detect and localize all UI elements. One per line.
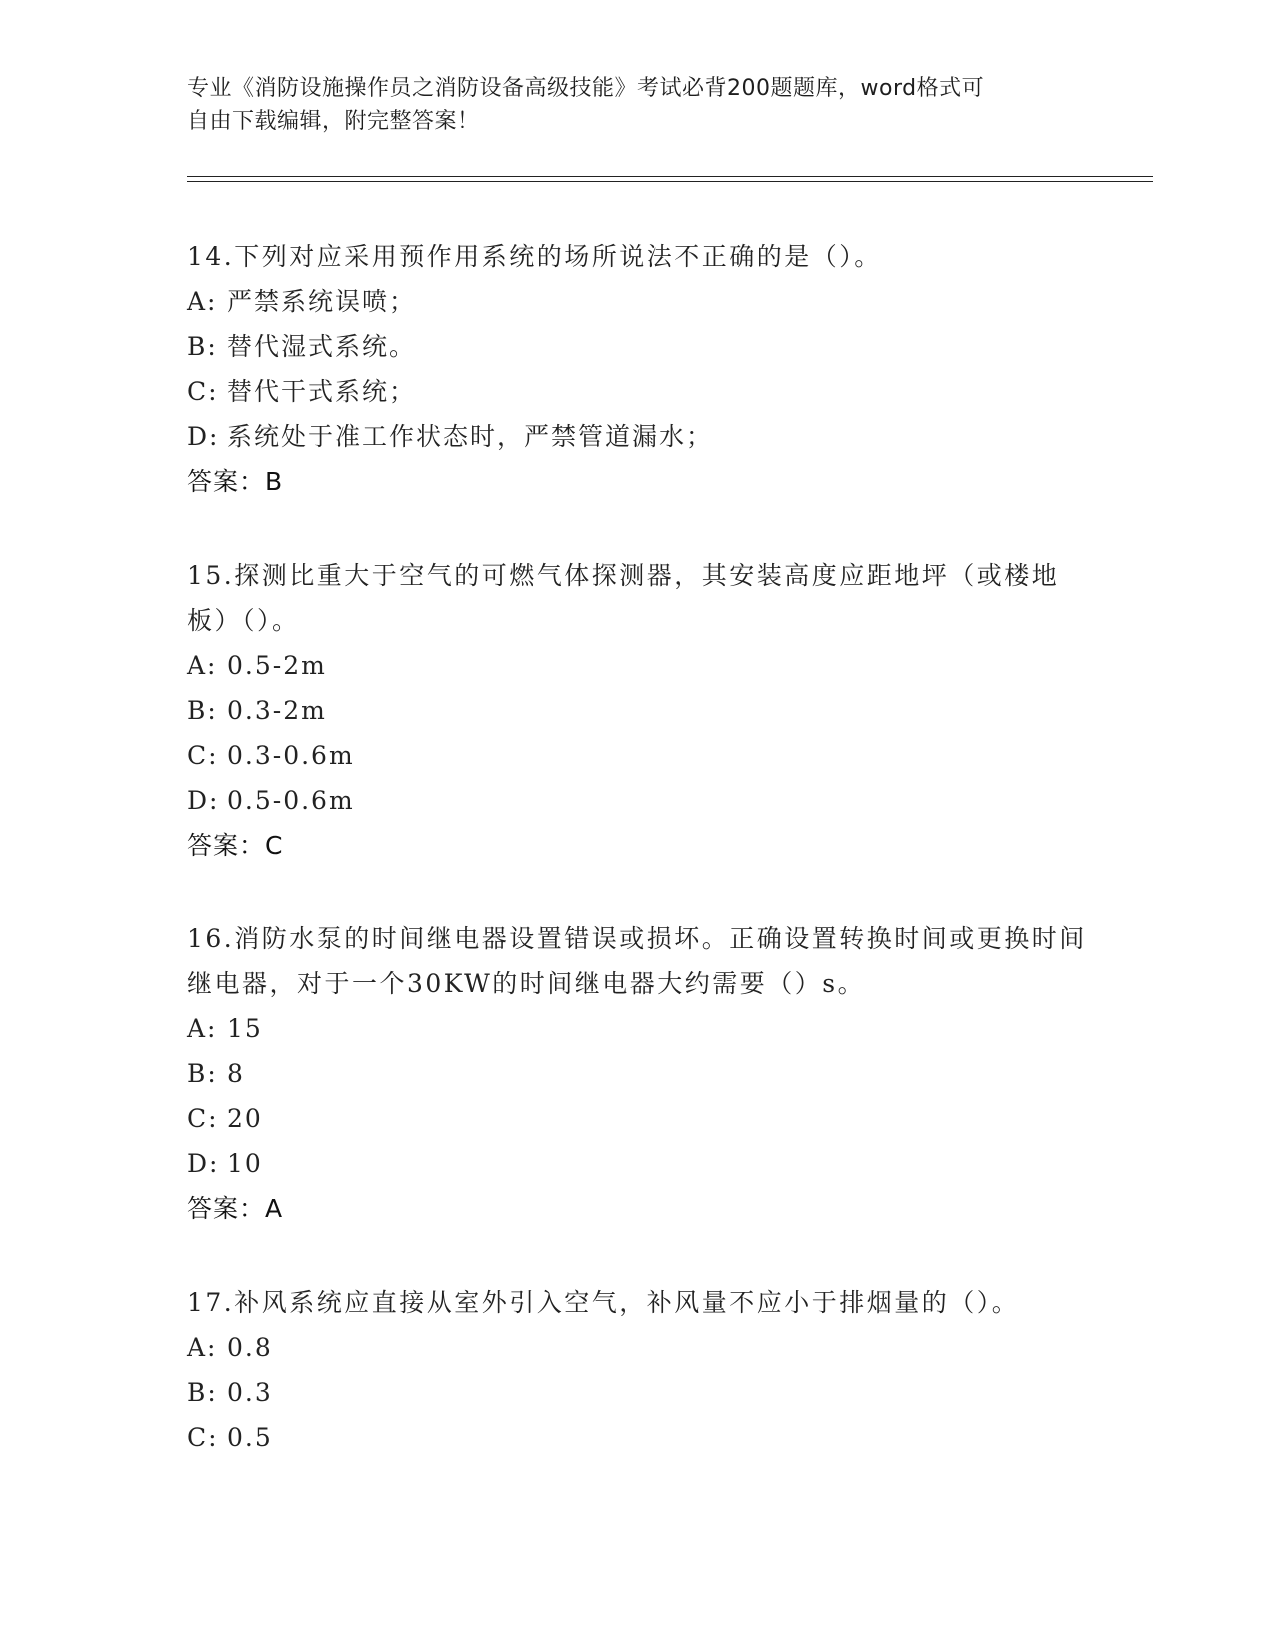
question-stem: 15.探测比重大于空气的可燃气体探测器，其安装高度应距地坪（或楼地板）（）。 <box>187 561 1060 635</box>
option-a <box>187 643 1087 688</box>
option-text: 替代干式系统； <box>227 377 417 406</box>
question-stem: 14.下列对应采用预作用系统的场所说法不正确的是（）。 <box>187 242 882 271</box>
question-15 <box>187 553 1087 868</box>
option-a <box>187 1325 1087 1370</box>
answer-label: 答案：C <box>187 831 284 860</box>
question-stem: 17.补风系统应直接从室外引入空气，补风量不应小于排烟量的（）。 <box>187 1288 1020 1317</box>
option-b <box>187 688 1087 733</box>
option-letter: A: <box>187 651 218 680</box>
document-header <box>187 72 1067 138</box>
question-17 <box>187 1280 1087 1460</box>
option-letter: D: <box>187 422 220 451</box>
option-b <box>187 1370 1087 1415</box>
question-16 <box>187 916 1087 1231</box>
option-text: 0.3-0.6m <box>227 741 355 770</box>
option-text: 10 <box>227 1149 263 1178</box>
option-letter: D: <box>187 786 220 815</box>
option-letter: B: <box>187 1059 218 1088</box>
option-text: 严禁系统误喷； <box>227 287 417 316</box>
option-letter: B: <box>187 696 218 725</box>
option-c <box>187 369 1087 414</box>
option-d <box>187 414 1087 459</box>
option-letter: A: <box>187 1333 218 1362</box>
option-letter: B: <box>187 1378 218 1407</box>
option-d <box>187 1141 1087 1186</box>
question-14 <box>187 234 1087 504</box>
option-letter: C: <box>187 741 219 770</box>
option-a <box>187 279 1087 324</box>
option-text: 8 <box>227 1059 245 1088</box>
header-line-1: 专业《消防设施操作员之消防设备高级技能》考试必背200题题库，word格式可 <box>187 76 985 101</box>
option-text: 0.8 <box>227 1333 273 1362</box>
option-letter: B: <box>187 332 218 361</box>
option-text: 20 <box>227 1104 263 1133</box>
option-c <box>187 1096 1087 1141</box>
option-text: 系统处于准工作状态时，严禁管道漏水； <box>227 422 714 451</box>
option-b <box>187 1051 1087 1096</box>
option-b <box>187 324 1087 369</box>
option-letter: A: <box>187 287 218 316</box>
option-letter: C: <box>187 1423 219 1452</box>
option-text: 替代湿式系统。 <box>227 332 417 361</box>
header-divider-bottom <box>187 181 1153 182</box>
option-d <box>187 778 1087 823</box>
header-divider-top <box>187 176 1153 177</box>
option-c <box>187 733 1087 778</box>
answer-label: 答案：A <box>187 1194 284 1223</box>
option-text: 0.3-2m <box>227 696 327 725</box>
option-a <box>187 1006 1087 1051</box>
question-stem: 16.消防水泵的时间继电器设置错误或损坏。正确设置转换时间或更换时间继电器，对于一个30KW的时间继电器大约需要（）s。 <box>187 924 1087 998</box>
option-text: 15 <box>227 1014 263 1043</box>
option-letter: A: <box>187 1014 218 1043</box>
option-letter: C: <box>187 377 219 406</box>
option-letter: C: <box>187 1104 219 1133</box>
answer-label: 答案：B <box>187 467 284 496</box>
option-text: 0.5-0.6m <box>227 786 355 815</box>
option-text: 0.3 <box>227 1378 273 1407</box>
header-line-2: 自由下载编辑，附完整答案！ <box>187 109 480 134</box>
option-text: 0.5-2m <box>227 651 327 680</box>
option-c <box>187 1415 1087 1460</box>
option-letter: D: <box>187 1149 220 1178</box>
option-text: 0.5 <box>227 1423 273 1452</box>
